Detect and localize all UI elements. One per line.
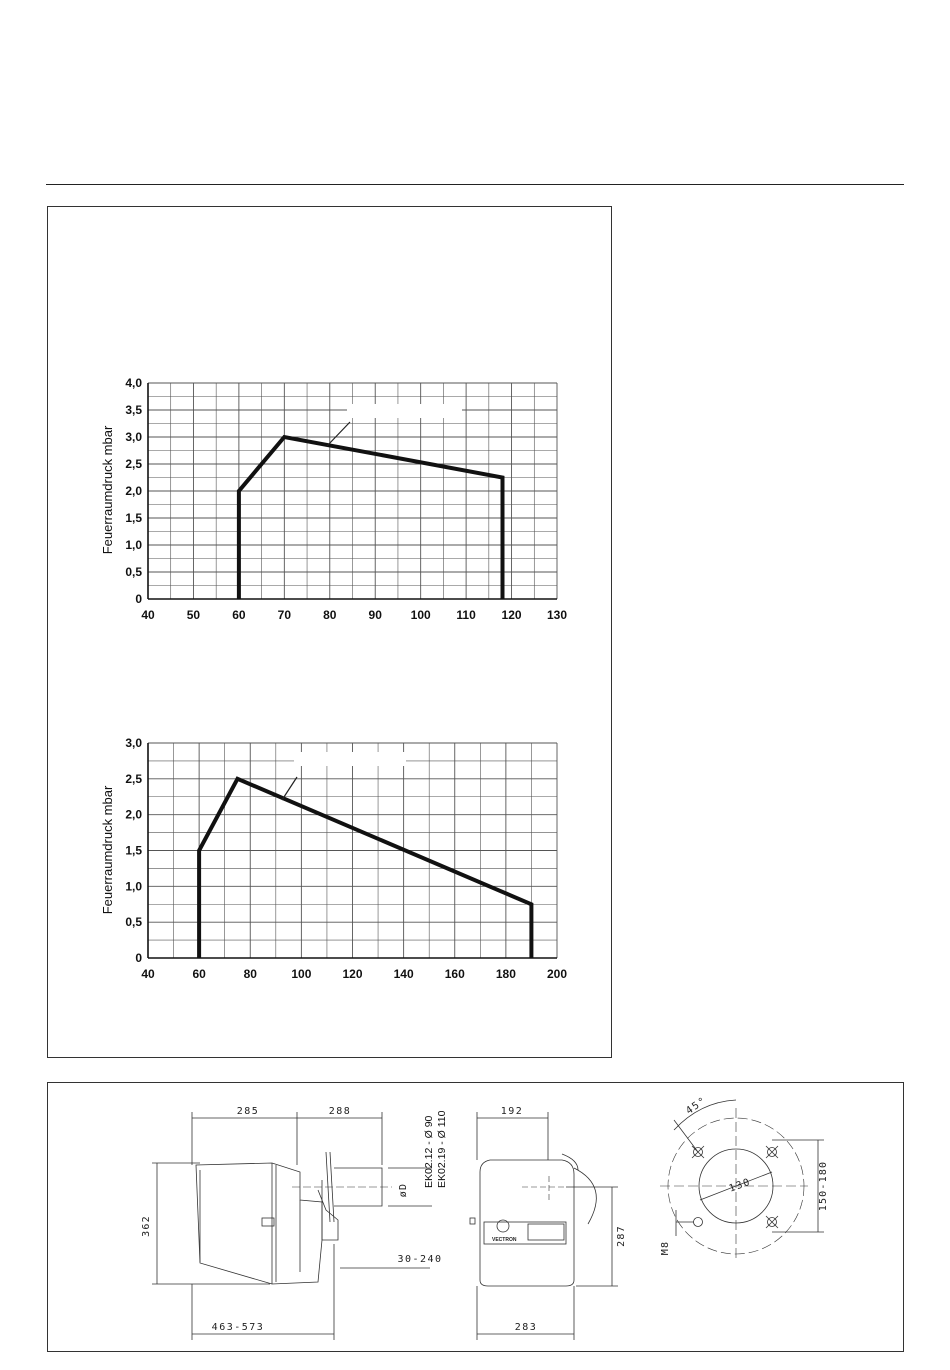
x-tick-label: 40 xyxy=(141,967,155,981)
y-tick-label: 3,0 xyxy=(125,430,142,444)
dim-288: 288 xyxy=(328,1106,352,1117)
dim-192: 192 xyxy=(500,1106,524,1117)
y-tick-label: 1,5 xyxy=(125,511,142,525)
dim-150-180: 150-180 xyxy=(818,1160,829,1212)
y-tick-label: 0 xyxy=(135,592,142,606)
y-tick-label: 0,5 xyxy=(125,565,142,579)
chart-1-leader-line xyxy=(327,422,350,446)
dim-m8: M8 xyxy=(660,1240,671,1256)
x-tick-label: 110 xyxy=(456,608,476,622)
side-view xyxy=(141,1106,448,1340)
chart-2 xyxy=(100,736,567,981)
y-tick-label: 0 xyxy=(135,951,142,965)
chart-1-ylabel: Feuerraumdruck mbar xyxy=(100,425,115,555)
dim-30-240: 30-240 xyxy=(397,1254,443,1265)
dim-285: 285 xyxy=(236,1106,260,1117)
x-tick-label: 200 xyxy=(546,967,568,981)
x-tick-label: 80 xyxy=(323,608,337,622)
brand-label: VECTRON xyxy=(492,1237,517,1243)
x-tick-label: 140 xyxy=(393,967,414,981)
y-tick-label: 2,5 xyxy=(125,771,142,786)
x-tick-label: 180 xyxy=(495,967,516,981)
flange-bolt-pattern xyxy=(660,1095,829,1260)
chart-2-label-box xyxy=(294,752,406,766)
ek-label-1: EK02.12 - Ø 90 xyxy=(423,1115,435,1188)
y-tick-label: 1,0 xyxy=(125,879,142,894)
dim-362: 362 xyxy=(141,1215,152,1237)
y-tick-label: 1,0 xyxy=(125,538,142,552)
y-tick-label: 0,5 xyxy=(125,915,142,930)
x-tick-label: 80 xyxy=(243,967,257,981)
y-tick-label: 1,5 xyxy=(125,843,142,858)
x-tick-label: 120 xyxy=(342,967,363,981)
x-tick-label: 90 xyxy=(368,608,382,622)
y-tick-label: 3,5 xyxy=(125,403,142,417)
dim-283: 283 xyxy=(514,1322,538,1333)
x-tick-label: 70 xyxy=(277,608,292,622)
x-tick-label: 160 xyxy=(444,967,465,981)
x-tick-label: 40 xyxy=(141,608,155,622)
dim-phi-d: øD xyxy=(398,1182,409,1198)
chart-1 xyxy=(100,376,567,622)
dim-463-573: 463-573 xyxy=(211,1322,265,1333)
y-tick-label: 3,0 xyxy=(125,736,142,750)
y-tick-label: 2,0 xyxy=(125,807,142,822)
x-tick-label: 120 xyxy=(501,608,522,622)
x-tick-label: 60 xyxy=(232,608,246,622)
x-tick-label: 100 xyxy=(291,967,312,981)
y-tick-label: 2,5 xyxy=(125,457,142,471)
ek-label-2: EK02.19 - Ø 110 xyxy=(436,1110,448,1188)
x-tick-label: 130 xyxy=(546,608,568,622)
y-tick-label: 2,0 xyxy=(125,484,142,498)
x-tick-label: 60 xyxy=(192,967,206,981)
x-tick-label: 100 xyxy=(410,608,431,622)
front-view xyxy=(470,1106,627,1340)
dim-45-deg: 45° xyxy=(684,1094,709,1117)
chart-1-label-box xyxy=(347,404,462,418)
x-tick-label: 50 xyxy=(186,608,201,622)
dim-130: 130 xyxy=(727,1176,753,1195)
chart-2-ylabel: Feuerraumdruck mbar xyxy=(100,785,115,915)
dim-287: 287 xyxy=(616,1225,627,1247)
burner-dimension-drawing xyxy=(141,1095,829,1340)
y-tick-label: 4,0 xyxy=(125,376,142,390)
